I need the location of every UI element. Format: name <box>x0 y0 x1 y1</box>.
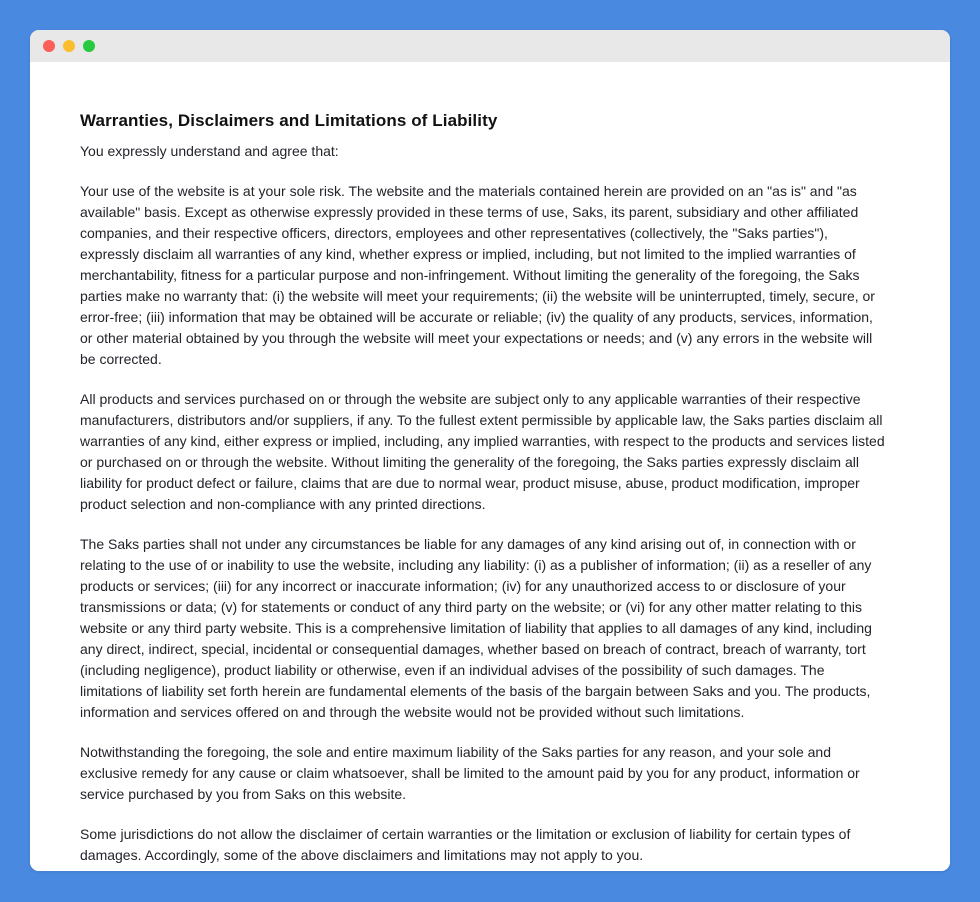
browser-window <box>30 30 950 871</box>
close-window-button[interactable] <box>43 40 55 52</box>
maximize-window-button[interactable] <box>83 40 95 52</box>
page-title: Warranties, Disclaimers and Limitations of Liability <box>80 111 498 130</box>
minimize-window-button[interactable] <box>63 40 75 52</box>
document-paragraph: The Saks parties shall not under any circumstances be liable for any damages of any kind arising out of, in connection with or relating to the use of or inability to use the website, including any liability: (i) as a publisher of information; (ii) as a reseller of any products or services; (iii) for any incorrect or inaccurate information; (iv) for any unauthorized access to or disclosure of your transmissions or data; (v) for statements or conduct of any third party on the website; or (vi) for any other matter relating to this website or any third party website. This is a comprehensive limitation of liability that applies to all damages of any kind, including any direct, indirect, special, incidental or consequential damages, whether based on breach of contract, breach of warranty, tort (including negligence), product liability or otherwise, even if an individual advises of the possibility of such damages. The limitations of liability set forth herein are fundamental elements of the basis of the bargain between Saks and you. The products, information and services offered on and through the website would not be provided without such limitations. <box>80 536 872 720</box>
document-paragraph: Your use of the website is at your sole risk. The website and the materials contained herein are provided on an "as is" and "as available" basis. Except as otherwise expressly provided in these terms of use, Saks, its parent, subsidiary and other affiliated companies, and their respective officers, directors, employees and other representatives (collectively, the "Saks parties"), expressly disclaim all warranties of any kind, whether express or implied, including, but not limited to the implied warranties of merchantability, fitness for a particular purpose and non-infringement. Without limiting the generality of the foregoing, the Saks parties make no warranty that: (i) the website will meet your requirements; (ii) the website will be uninterrupted, timely, secure, or error-free; (iii) information that may be obtained will be accurate or reliable; (iv) the quality of any products, services, information, or other material obtained by you through the website will meet your expectations or needs; and (v) any errors in the website will be corrected. <box>80 183 875 367</box>
page-content <box>30 62 950 871</box>
window-controls <box>43 40 95 52</box>
document-intro-text: You expressly understand and agree that: <box>80 143 339 159</box>
document-paragraph: Some jurisdictions do not allow the disclaimer of certain warranties or the limitation or exclusion of liability for certain types of damages. Accordingly, some of the above disclaimers and limitations may not apply to you. <box>80 826 851 863</box>
document-paragraph: Notwithstanding the foregoing, the sole and entire maximum liability of the Saks parties for any reason, and your sole and exclusive remedy for any cause or claim whatsoever, shall be limited to the amount paid by you for any product, information or service purchased by you from Saks on this website. <box>80 744 860 802</box>
document-paragraph: All products and services purchased on or through the website are subject only to any applicable warranties of their respective manufacturers, distributors and/or suppliers, if any. To the fullest extent permissible by applicable law, the Saks parties disclaim all warranties of any kind, either express or implied, including, any implied warranties, with respect to the products and services listed or purchased on or through the website. Without limiting the generality of the foregoing, the Saks parties expressly disclaim all liability for product defect or failure, claims that are due to normal wear, product misuse, abuse, product modification, improper product selection and non-compliance with any printed directions. <box>80 391 885 512</box>
window-title-bar <box>30 30 950 62</box>
legal-document <box>80 110 888 866</box>
